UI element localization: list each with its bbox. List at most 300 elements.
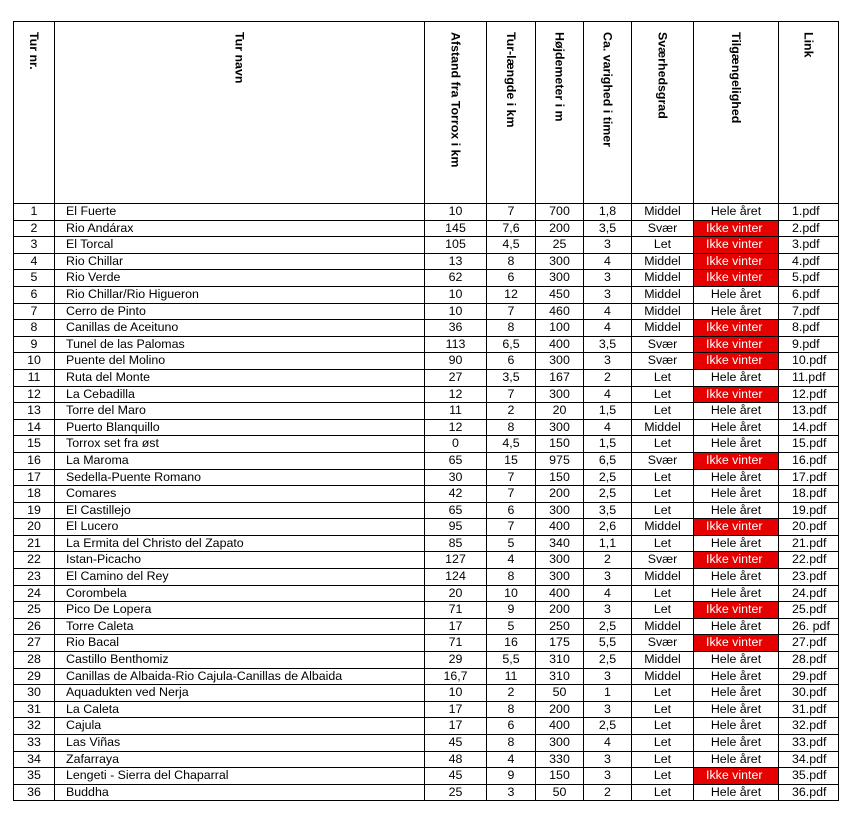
cell-tur-nr: 32: [14, 718, 55, 735]
cell-tilgaengelighed: Ikke vinter: [694, 237, 779, 254]
cell-tur-navn: El Castillejo: [55, 502, 425, 519]
cell-tur-navn: El Torcal: [55, 237, 425, 254]
cell-hoejdemeter: 300: [536, 270, 584, 287]
cell-afstand: 105: [425, 237, 487, 254]
header-row: [14, 22, 839, 204]
cell-varighed: 3: [584, 569, 632, 586]
table-row: [14, 685, 839, 702]
cell-hoejdemeter: 300: [536, 552, 584, 569]
cell-afstand: 95: [425, 519, 487, 536]
cell-tilgaengelighed: Ikke vinter: [694, 336, 779, 353]
cell-link[interactable]: 9.pdf: [779, 336, 839, 353]
cell-hoejdemeter: 330: [536, 751, 584, 768]
table-row: [14, 718, 839, 735]
cell-tur-laengde: 9: [487, 768, 536, 785]
cell-tur-laengde: 3: [487, 784, 536, 801]
cell-svaerhedsgrad: Middel: [632, 270, 694, 287]
cell-afstand: 17: [425, 618, 487, 635]
cell-link[interactable]: 33.pdf: [779, 735, 839, 752]
cell-hoejdemeter: 200: [536, 486, 584, 503]
cell-tur-navn: Torrox set fra øst: [55, 436, 425, 453]
cell-afstand: 65: [425, 452, 487, 469]
cell-link[interactable]: 8.pdf: [779, 320, 839, 337]
cell-varighed: 2,5: [584, 618, 632, 635]
cell-link[interactable]: 32.pdf: [779, 718, 839, 735]
cell-tur-laengde: 8: [487, 253, 536, 270]
table-row: [14, 635, 839, 652]
table-row: [14, 204, 839, 221]
table-row: [14, 768, 839, 785]
table-row: [14, 519, 839, 536]
cell-link[interactable]: 26. pdf: [779, 618, 839, 635]
cell-tilgaengelighed: Ikke vinter: [694, 635, 779, 652]
table-row: [14, 452, 839, 469]
cell-tur-laengde: 4: [487, 751, 536, 768]
cell-tilgaengelighed: Hele året: [694, 535, 779, 552]
cell-tur-navn: Istan-Picacho: [55, 552, 425, 569]
cell-hoejdemeter: 300: [536, 253, 584, 270]
cell-varighed: 1,5: [584, 436, 632, 453]
cell-tilgaengelighed: Hele året: [694, 585, 779, 602]
cell-tur-nr: 29: [14, 668, 55, 685]
cell-tur-navn: Castillo Benthomiz: [55, 652, 425, 669]
cell-svaerhedsgrad: Middel: [632, 204, 694, 221]
cell-svaerhedsgrad: Let: [632, 486, 694, 503]
cell-hoejdemeter: 310: [536, 668, 584, 685]
table-row: [14, 253, 839, 270]
cell-tur-nr: 5: [14, 270, 55, 287]
table-row: [14, 784, 839, 801]
cell-hoejdemeter: 460: [536, 303, 584, 320]
cell-tur-nr: 23: [14, 569, 55, 586]
cell-tilgaengelighed: Ikke vinter: [694, 270, 779, 287]
cell-link[interactable]: 3.pdf: [779, 237, 839, 254]
cell-link[interactable]: 21.pdf: [779, 535, 839, 552]
cell-tur-nr: 35: [14, 768, 55, 785]
cell-tur-laengde: 7: [487, 469, 536, 486]
cell-hoejdemeter: 150: [536, 436, 584, 453]
cell-tur-nr: 24: [14, 585, 55, 602]
cell-tur-nr: 21: [14, 535, 55, 552]
cell-tur-navn: El Camino del Rey: [55, 569, 425, 586]
cell-tur-laengde: 7: [487, 303, 536, 320]
cell-afstand: 11: [425, 403, 487, 420]
cell-tilgaengelighed: Hele året: [694, 685, 779, 702]
cell-afstand: 90: [425, 353, 487, 370]
cell-tur-nr: 18: [14, 486, 55, 503]
cell-svaerhedsgrad: Svær: [632, 635, 694, 652]
cell-tur-laengde: 8: [487, 419, 536, 436]
cell-afstand: 71: [425, 635, 487, 652]
cell-varighed: 4: [584, 419, 632, 436]
cell-link[interactable]: 36.pdf: [779, 784, 839, 801]
cell-svaerhedsgrad: Let: [632, 768, 694, 785]
cell-tilgaengelighed: Ikke vinter: [694, 353, 779, 370]
cell-hoejdemeter: 50: [536, 685, 584, 702]
routes-body: [14, 204, 839, 801]
cell-tur-laengde: 8: [487, 735, 536, 752]
cell-tur-navn: Puente del Molino: [55, 353, 425, 370]
cell-varighed: 4: [584, 320, 632, 337]
cell-hoejdemeter: 100: [536, 320, 584, 337]
table-row: [14, 369, 839, 386]
cell-link[interactable]: 22.pdf: [779, 552, 839, 569]
cell-svaerhedsgrad: Let: [632, 436, 694, 453]
cell-link[interactable]: 30.pdf: [779, 685, 839, 702]
header-hoejdemeter: Højdemeter i m: [536, 22, 584, 204]
table-row: [14, 237, 839, 254]
cell-afstand: 0: [425, 436, 487, 453]
cell-link[interactable]: 17.pdf: [779, 469, 839, 486]
cell-tilgaengelighed: Hele året: [694, 569, 779, 586]
cell-tur-laengde: 6: [487, 270, 536, 287]
cell-hoejdemeter: 150: [536, 469, 584, 486]
cell-tur-nr: 19: [14, 502, 55, 519]
cell-afstand: 10: [425, 685, 487, 702]
table-row: [14, 486, 839, 503]
cell-svaerhedsgrad: Let: [632, 469, 694, 486]
cell-tur-navn: Canillas de Aceituno: [55, 320, 425, 337]
cell-tur-navn: El Lucero: [55, 519, 425, 536]
cell-link[interactable]: 15.pdf: [779, 436, 839, 453]
cell-svaerhedsgrad: Let: [632, 701, 694, 718]
cell-tur-nr: 26: [14, 618, 55, 635]
cell-tur-navn: Zafarraya: [55, 751, 425, 768]
cell-tur-nr: 7: [14, 303, 55, 320]
cell-tur-nr: 31: [14, 701, 55, 718]
cell-hoejdemeter: 150: [536, 768, 584, 785]
cell-hoejdemeter: 300: [536, 353, 584, 370]
cell-tur-navn: Las Viñas: [55, 735, 425, 752]
cell-tur-nr: 6: [14, 286, 55, 303]
cell-tur-laengde: 7: [487, 204, 536, 221]
cell-varighed: 3,5: [584, 502, 632, 519]
cell-varighed: 1,1: [584, 535, 632, 552]
cell-tur-nr: 36: [14, 784, 55, 801]
cell-link[interactable]: 1.pdf: [779, 204, 839, 221]
cell-varighed: 2: [584, 552, 632, 569]
cell-tilgaengelighed: Hele året: [694, 486, 779, 503]
cell-hoejdemeter: 300: [536, 502, 584, 519]
cell-link[interactable]: 29.pdf: [779, 668, 839, 685]
cell-tur-nr: 16: [14, 452, 55, 469]
cell-svaerhedsgrad: Let: [632, 585, 694, 602]
header-afstand: Afstand fra Torrox i km: [425, 22, 487, 204]
cell-hoejdemeter: 25: [536, 237, 584, 254]
cell-link[interactable]: 12.pdf: [779, 386, 839, 403]
cell-varighed: 3,5: [584, 220, 632, 237]
cell-svaerhedsgrad: Svær: [632, 552, 694, 569]
cell-link[interactable]: 18.pdf: [779, 486, 839, 503]
cell-afstand: 42: [425, 486, 487, 503]
cell-varighed: 2,5: [584, 652, 632, 669]
cell-link[interactable]: 11.pdf: [779, 369, 839, 386]
cell-tur-laengde: 3,5: [487, 369, 536, 386]
cell-tur-laengde: 6,5: [487, 336, 536, 353]
cell-tur-navn: La Cebadilla: [55, 386, 425, 403]
cell-tur-navn: Comares: [55, 486, 425, 503]
header-tur-navn: Tur navn: [55, 22, 425, 204]
cell-tilgaengelighed: Hele året: [694, 701, 779, 718]
cell-afstand: 12: [425, 386, 487, 403]
cell-hoejdemeter: 310: [536, 652, 584, 669]
cell-tur-laengde: 7: [487, 486, 536, 503]
cell-tilgaengelighed: Hele året: [694, 668, 779, 685]
cell-link[interactable]: 13.pdf: [779, 403, 839, 420]
cell-link[interactable]: 28.pdf: [779, 652, 839, 669]
cell-tur-laengde: 8: [487, 320, 536, 337]
cell-hoejdemeter: 300: [536, 419, 584, 436]
cell-svaerhedsgrad: Let: [632, 735, 694, 752]
cell-afstand: 17: [425, 718, 487, 735]
cell-svaerhedsgrad: Middel: [632, 286, 694, 303]
cell-afstand: 85: [425, 535, 487, 552]
cell-tur-navn: La Maroma: [55, 452, 425, 469]
cell-tur-nr: 4: [14, 253, 55, 270]
table-row: [14, 436, 839, 453]
cell-link[interactable]: 19.pdf: [779, 502, 839, 519]
cell-hoejdemeter: 300: [536, 735, 584, 752]
cell-varighed: 2: [584, 784, 632, 801]
cell-afstand: 48: [425, 751, 487, 768]
cell-tur-navn: Pico De Lopera: [55, 602, 425, 619]
cell-link[interactable]: 27.pdf: [779, 635, 839, 652]
table-row: [14, 386, 839, 403]
cell-afstand: 124: [425, 569, 487, 586]
cell-link[interactable]: 5.pdf: [779, 270, 839, 287]
cell-afstand: 36: [425, 320, 487, 337]
cell-tilgaengelighed: Ikke vinter: [694, 253, 779, 270]
cell-varighed: 3: [584, 270, 632, 287]
cell-hoejdemeter: 400: [536, 585, 584, 602]
cell-tilgaengelighed: Hele året: [694, 419, 779, 436]
cell-tur-nr: 17: [14, 469, 55, 486]
cell-hoejdemeter: 400: [536, 336, 584, 353]
cell-afstand: 45: [425, 768, 487, 785]
cell-hoejdemeter: 200: [536, 220, 584, 237]
table-row: [14, 353, 839, 370]
cell-tur-nr: 25: [14, 602, 55, 619]
cell-tur-laengde: 7: [487, 519, 536, 536]
cell-tur-navn: Sedella-Puente Romano: [55, 469, 425, 486]
table-row: [14, 419, 839, 436]
cell-tur-navn: Cerro de Pinto: [55, 303, 425, 320]
cell-tur-navn: Rio Bacal: [55, 635, 425, 652]
cell-tur-laengde: 8: [487, 701, 536, 718]
header-tur-nr: Tur nr.: [14, 22, 55, 204]
cell-svaerhedsgrad: Middel: [632, 668, 694, 685]
cell-tur-laengde: 2: [487, 685, 536, 702]
cell-tur-laengde: 5: [487, 618, 536, 635]
cell-tur-laengde: 12: [487, 286, 536, 303]
cell-afstand: 30: [425, 469, 487, 486]
cell-hoejdemeter: 400: [536, 519, 584, 536]
cell-svaerhedsgrad: Svær: [632, 336, 694, 353]
cell-varighed: 3: [584, 701, 632, 718]
cell-tur-nr: 10: [14, 353, 55, 370]
cell-svaerhedsgrad: Let: [632, 535, 694, 552]
cell-varighed: 3: [584, 751, 632, 768]
cell-varighed: 2,6: [584, 519, 632, 536]
cell-tilgaengelighed: Ikke vinter: [694, 768, 779, 785]
cell-link[interactable]: 31.pdf: [779, 701, 839, 718]
cell-tilgaengelighed: Hele året: [694, 652, 779, 669]
cell-link[interactable]: 20.pdf: [779, 519, 839, 536]
cell-svaerhedsgrad: Svær: [632, 220, 694, 237]
cell-link[interactable]: 2.pdf: [779, 220, 839, 237]
cell-varighed: 3,5: [584, 336, 632, 353]
table-row: [14, 502, 839, 519]
cell-svaerhedsgrad: Middel: [632, 303, 694, 320]
cell-tur-nr: 15: [14, 436, 55, 453]
cell-varighed: 2,5: [584, 486, 632, 503]
cell-svaerhedsgrad: Let: [632, 685, 694, 702]
table-row: [14, 668, 839, 685]
cell-svaerhedsgrad: Let: [632, 386, 694, 403]
cell-varighed: 3: [584, 668, 632, 685]
cell-varighed: 6,5: [584, 452, 632, 469]
cell-svaerhedsgrad: Middel: [632, 569, 694, 586]
cell-varighed: 4: [584, 386, 632, 403]
cell-tur-navn: Buddha: [55, 784, 425, 801]
cell-tur-navn: Rio Andárax: [55, 220, 425, 237]
cell-link[interactable]: 35.pdf: [779, 768, 839, 785]
cell-tur-laengde: 4: [487, 552, 536, 569]
cell-tur-nr: 33: [14, 735, 55, 752]
cell-svaerhedsgrad: Middel: [632, 618, 694, 635]
cell-tur-nr: 12: [14, 386, 55, 403]
cell-tur-nr: 13: [14, 403, 55, 420]
cell-svaerhedsgrad: Let: [632, 751, 694, 768]
cell-varighed: 4: [584, 585, 632, 602]
cell-tur-navn: La Caleta: [55, 701, 425, 718]
cell-tur-navn: Tunel de las Palomas: [55, 336, 425, 353]
cell-tur-laengde: 5,5: [487, 652, 536, 669]
cell-tilgaengelighed: Ikke vinter: [694, 519, 779, 536]
cell-varighed: 3: [584, 286, 632, 303]
cell-tilgaengelighed: Hele året: [694, 469, 779, 486]
table-row: [14, 220, 839, 237]
cell-hoejdemeter: 20: [536, 403, 584, 420]
cell-link[interactable]: 10.pdf: [779, 353, 839, 370]
cell-afstand: 10: [425, 303, 487, 320]
cell-link[interactable]: 34.pdf: [779, 751, 839, 768]
cell-tur-laengde: 4,5: [487, 237, 536, 254]
table-row: [14, 270, 839, 287]
cell-tur-nr: 28: [14, 652, 55, 669]
cell-hoejdemeter: 200: [536, 602, 584, 619]
cell-svaerhedsgrad: Svær: [632, 353, 694, 370]
cell-tilgaengelighed: Hele året: [694, 286, 779, 303]
cell-tilgaengelighed: Hele året: [694, 735, 779, 752]
cell-varighed: 1: [584, 685, 632, 702]
cell-svaerhedsgrad: Middel: [632, 320, 694, 337]
cell-hoejdemeter: 300: [536, 386, 584, 403]
hiking-routes-sheet: [13, 21, 839, 801]
cell-tilgaengelighed: Hele året: [694, 369, 779, 386]
cell-tilgaengelighed: Ikke vinter: [694, 320, 779, 337]
cell-hoejdemeter: 50: [536, 784, 584, 801]
cell-tur-navn: Cajula: [55, 718, 425, 735]
cell-tur-nr: 8: [14, 320, 55, 337]
table-row: [14, 735, 839, 752]
cell-svaerhedsgrad: Let: [632, 784, 694, 801]
cell-tur-nr: 20: [14, 519, 55, 536]
cell-link[interactable]: 7.pdf: [779, 303, 839, 320]
cell-varighed: 3: [584, 237, 632, 254]
cell-tilgaengelighed: Hele året: [694, 303, 779, 320]
cell-tur-laengde: 7: [487, 386, 536, 403]
cell-svaerhedsgrad: Let: [632, 718, 694, 735]
cell-link[interactable]: 23.pdf: [779, 569, 839, 586]
cell-svaerhedsgrad: Let: [632, 237, 694, 254]
cell-tur-laengde: 6: [487, 502, 536, 519]
cell-tilgaengelighed: Ikke vinter: [694, 602, 779, 619]
cell-tilgaengelighed: Hele året: [694, 502, 779, 519]
cell-svaerhedsgrad: Middel: [632, 253, 694, 270]
cell-afstand: 16,7: [425, 668, 487, 685]
cell-afstand: 27: [425, 369, 487, 386]
cell-svaerhedsgrad: Let: [632, 502, 694, 519]
cell-varighed: 5,5: [584, 635, 632, 652]
cell-tur-navn: Canillas de Albaida-Rio Cajula-Canillas de Albaida: [55, 668, 425, 685]
cell-afstand: 145: [425, 220, 487, 237]
table-row: [14, 701, 839, 718]
table-row: [14, 535, 839, 552]
header-tilgaengelighed: Tilgængelighed: [694, 22, 779, 204]
cell-svaerhedsgrad: Middel: [632, 652, 694, 669]
cell-hoejdemeter: 300: [536, 569, 584, 586]
table-row: [14, 303, 839, 320]
cell-tilgaengelighed: Hele året: [694, 204, 779, 221]
table-row: [14, 751, 839, 768]
cell-tilgaengelighed: Hele året: [694, 436, 779, 453]
header-link: Link: [779, 22, 839, 204]
cell-link[interactable]: 25.pdf: [779, 602, 839, 619]
cell-tur-nr: 3: [14, 237, 55, 254]
cell-afstand: 71: [425, 602, 487, 619]
table-row: [14, 286, 839, 303]
cell-svaerhedsgrad: Svær: [632, 452, 694, 469]
cell-tur-laengde: 5: [487, 535, 536, 552]
header-tur-laengde: Tur-længde i km: [487, 22, 536, 204]
cell-svaerhedsgrad: Middel: [632, 419, 694, 436]
table-row: [14, 569, 839, 586]
cell-link[interactable]: 14.pdf: [779, 419, 839, 436]
cell-link[interactable]: 6.pdf: [779, 286, 839, 303]
cell-hoejdemeter: 167: [536, 369, 584, 386]
cell-hoejdemeter: 975: [536, 452, 584, 469]
cell-tur-laengde: 2: [487, 403, 536, 420]
cell-afstand: 10: [425, 286, 487, 303]
header-varighed: Ca. varighed i timer: [584, 22, 632, 204]
cell-tur-navn: Rio Verde: [55, 270, 425, 287]
cell-tur-nr: 9: [14, 336, 55, 353]
cell-tur-nr: 34: [14, 751, 55, 768]
cell-afstand: 20: [425, 585, 487, 602]
cell-link[interactable]: 4.pdf: [779, 253, 839, 270]
cell-tilgaengelighed: Hele året: [694, 784, 779, 801]
cell-hoejdemeter: 175: [536, 635, 584, 652]
cell-hoejdemeter: 250: [536, 618, 584, 635]
cell-link[interactable]: 16.pdf: [779, 452, 839, 469]
cell-tur-laengde: 9: [487, 602, 536, 619]
table-row: [14, 602, 839, 619]
cell-tur-laengde: 4,5: [487, 436, 536, 453]
cell-link[interactable]: 24.pdf: [779, 585, 839, 602]
cell-tur-laengde: 16: [487, 635, 536, 652]
cell-tilgaengelighed: Ikke vinter: [694, 552, 779, 569]
